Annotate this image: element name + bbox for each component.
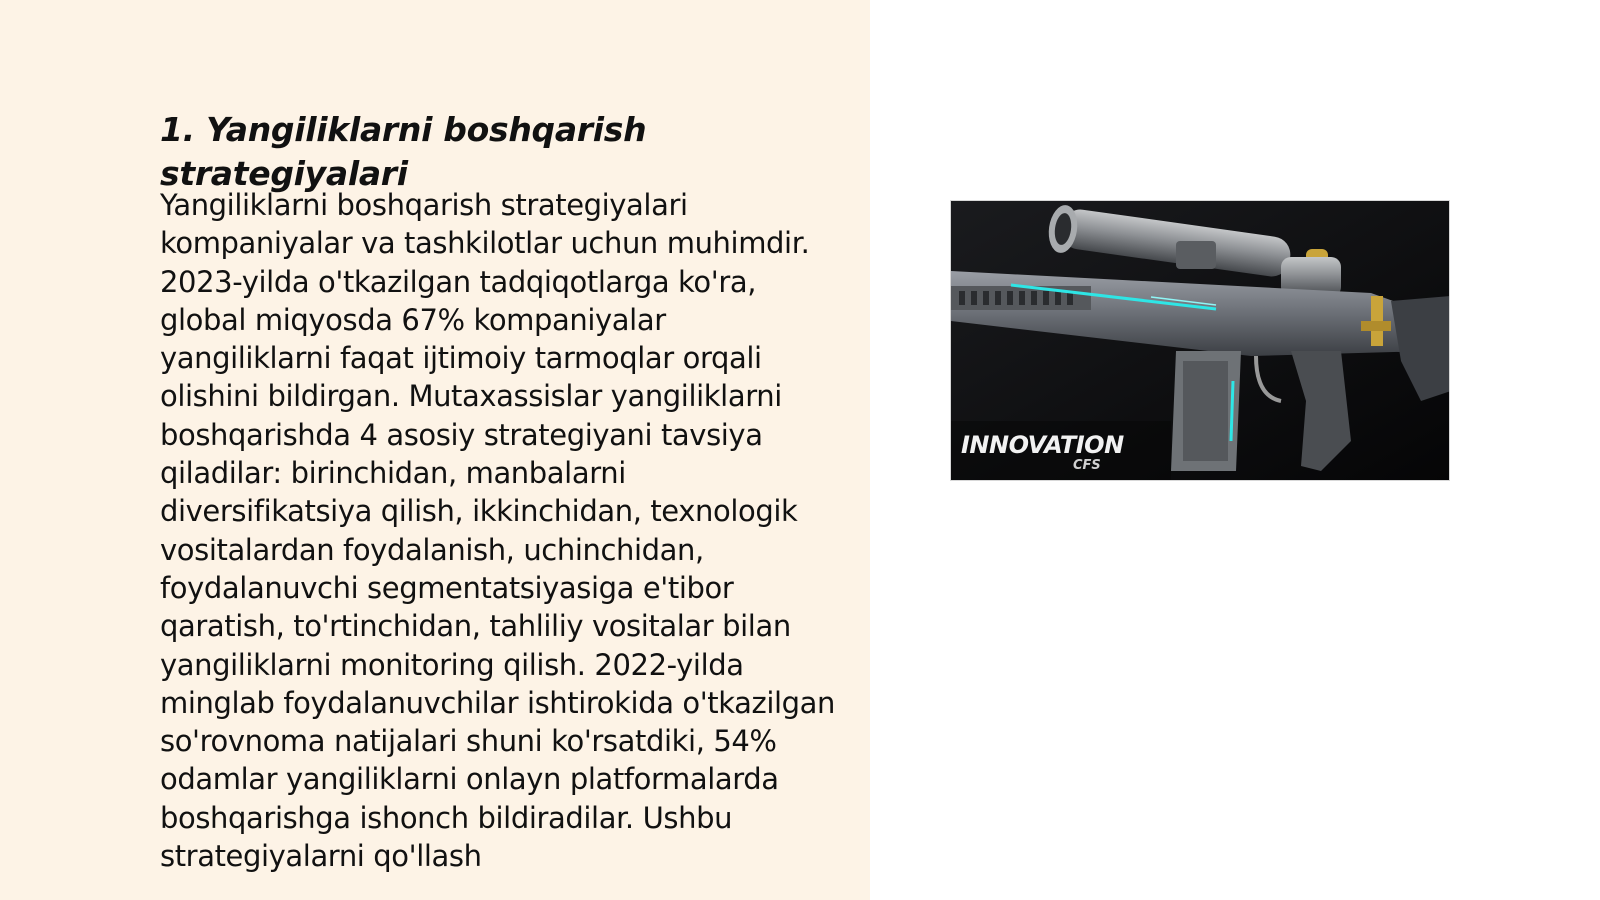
slide-title: 1. Yangiliklarni boshqarish strategiyalari — [160, 110, 647, 193]
brand-logo-sub: CFS — [1073, 458, 1101, 473]
slide-body-text: Yangiliklarni boshqarish strategiyalari kompaniyalar va tashkilotlar uchun muhimdir. 2023-yilda o'tkazilgan tadqiqotlarga ko'ra, global miqyosda 67% kompaniyalar yangiliklarni faqat ijtimoiy tarmoqlar orqali olishini bildirgan. Mutaxassislar yangiliklarni boshqarishda 4 asosiy strategiyani tavsiya qiladilar: birinchidan, manbalarni diversifikatsiya qilish, ikkinchidan, texnologik vositalardan foydalanish, uchinchidan, foydalanuvchi segmentatsiyasiga e'tibor qaratish, to'rtinchidan, tahliliy vositalar bilan yangiliklarni monitoring qilish. 2022-yilda minglab foydalanuvchilar ishtirokida o'tkazilgan so'rovnoma natijalari shuni ko'rsatdiki, 54% odamlar yangiliklarni onlayn platformalarda boshqarishga ishonch bildiradilar. Ushbu strategiyalarni qo'llash — [160, 188, 836, 874]
rifle-image — [950, 200, 1450, 481]
brand-logo: INNOVATION — [961, 431, 1124, 459]
